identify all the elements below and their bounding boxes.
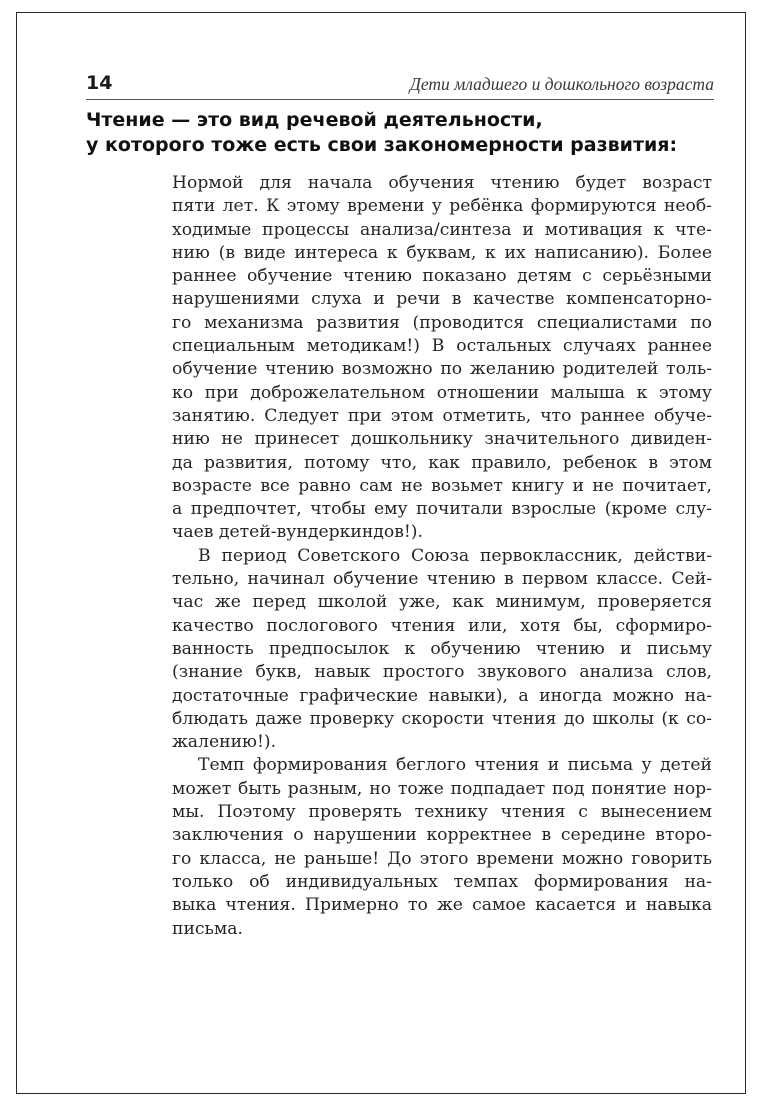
text-line: тельно, начинал обучение чтению в первом классе. Сей- — [172, 569, 712, 590]
running-title: Дети младшего и дошкольного возраста — [409, 74, 714, 94]
text-line: заключения о нарушении корректнее в середине второ- — [172, 825, 712, 846]
text-line: может быть разным, но тоже подпадает под понятие нор- — [172, 778, 712, 799]
text-line: ванность предпосылок к обучению чтению и письму — [172, 638, 712, 659]
running-header — [86, 70, 714, 100]
text-line: час же перед школой уже, как минимум, проверяется — [172, 592, 712, 613]
text-line: го класса, не раньше! До этого времени можно говорить — [172, 848, 712, 869]
text-line: мы. Поэтому проверять технику чтения с вынесением — [172, 802, 712, 823]
text-line: (знание букв, навык простого звукового анализа слов, — [172, 662, 712, 683]
paragraph-3 — [172, 754, 712, 940]
paragraph-1 — [172, 172, 712, 545]
text-line: качество послогового чтения или, хотя бы, сформиро- — [172, 615, 712, 636]
text-line: чаев детей-вундеркиндов!). — [172, 522, 423, 543]
text-line: нарушениями слуха и речи в качестве компенсаторно- — [172, 289, 712, 310]
paragraph-2 — [172, 545, 712, 755]
page-number: 14 — [86, 72, 113, 94]
text-line: раннее обучение чтению показано детям с серьёзными — [172, 266, 712, 287]
text-line: достаточные графические навыки), а иногда можно на- — [172, 685, 712, 706]
text-line: пяти лет. К этому времени у ребёнка формируются необ- — [172, 196, 712, 217]
text-line: обучение чтению возможно по желанию родителей толь- — [172, 359, 712, 380]
text-line: ко при доброжелательном отношении малыша к этому — [172, 382, 712, 403]
text-line: Темп формирования беглого чтения и письма у детей — [198, 755, 712, 776]
text-line: В период Советского Союза первоклассник, действи- — [198, 545, 712, 566]
heading-line: у которого тоже есть свои закономерности развития: — [86, 134, 678, 156]
text-line: нию не принесет дошкольнику значительного дивиден- — [172, 429, 712, 450]
text-line: да развития, потому что, как правило, ребенок в этом — [172, 452, 712, 473]
text-line: го механизма развития (проводится специалистами по — [172, 312, 712, 333]
text-line: а предпочтет, чтобы ему почитали взрослые (кроме слу- — [172, 499, 712, 520]
text-line: специальным методикам!) В остальных случаях раннее — [172, 336, 712, 357]
text-line: возрасте все равно сам не возьмет книгу и не почитает, — [172, 475, 712, 496]
section-heading — [86, 108, 726, 158]
text-line: занятию. Следует при этом отметить, что раннее обуче- — [172, 405, 712, 426]
text-line: только об индивидуальных темпах формирования на- — [172, 871, 712, 892]
header-rule — [86, 99, 714, 100]
text-line: Нормой для начала обучения чтению будет возраст — [172, 173, 712, 193]
text-line: выка чтения. Примерно то же самое касается и навыка — [172, 895, 712, 916]
body-text — [172, 172, 712, 941]
text-line: блюдать даже проверку скорости чтения до школы (к со- — [172, 708, 712, 729]
text-line: письма. — [172, 918, 243, 939]
text-line: жалению!). — [172, 732, 277, 753]
text-line: ходимые процессы анализа/синтеза и мотивация к чте- — [172, 219, 712, 240]
heading-line: Чтение — это вид речевой деятельности, — [86, 109, 543, 131]
text-line: нию (в виде интереса к буквам, к их написанию). Более — [172, 242, 712, 263]
